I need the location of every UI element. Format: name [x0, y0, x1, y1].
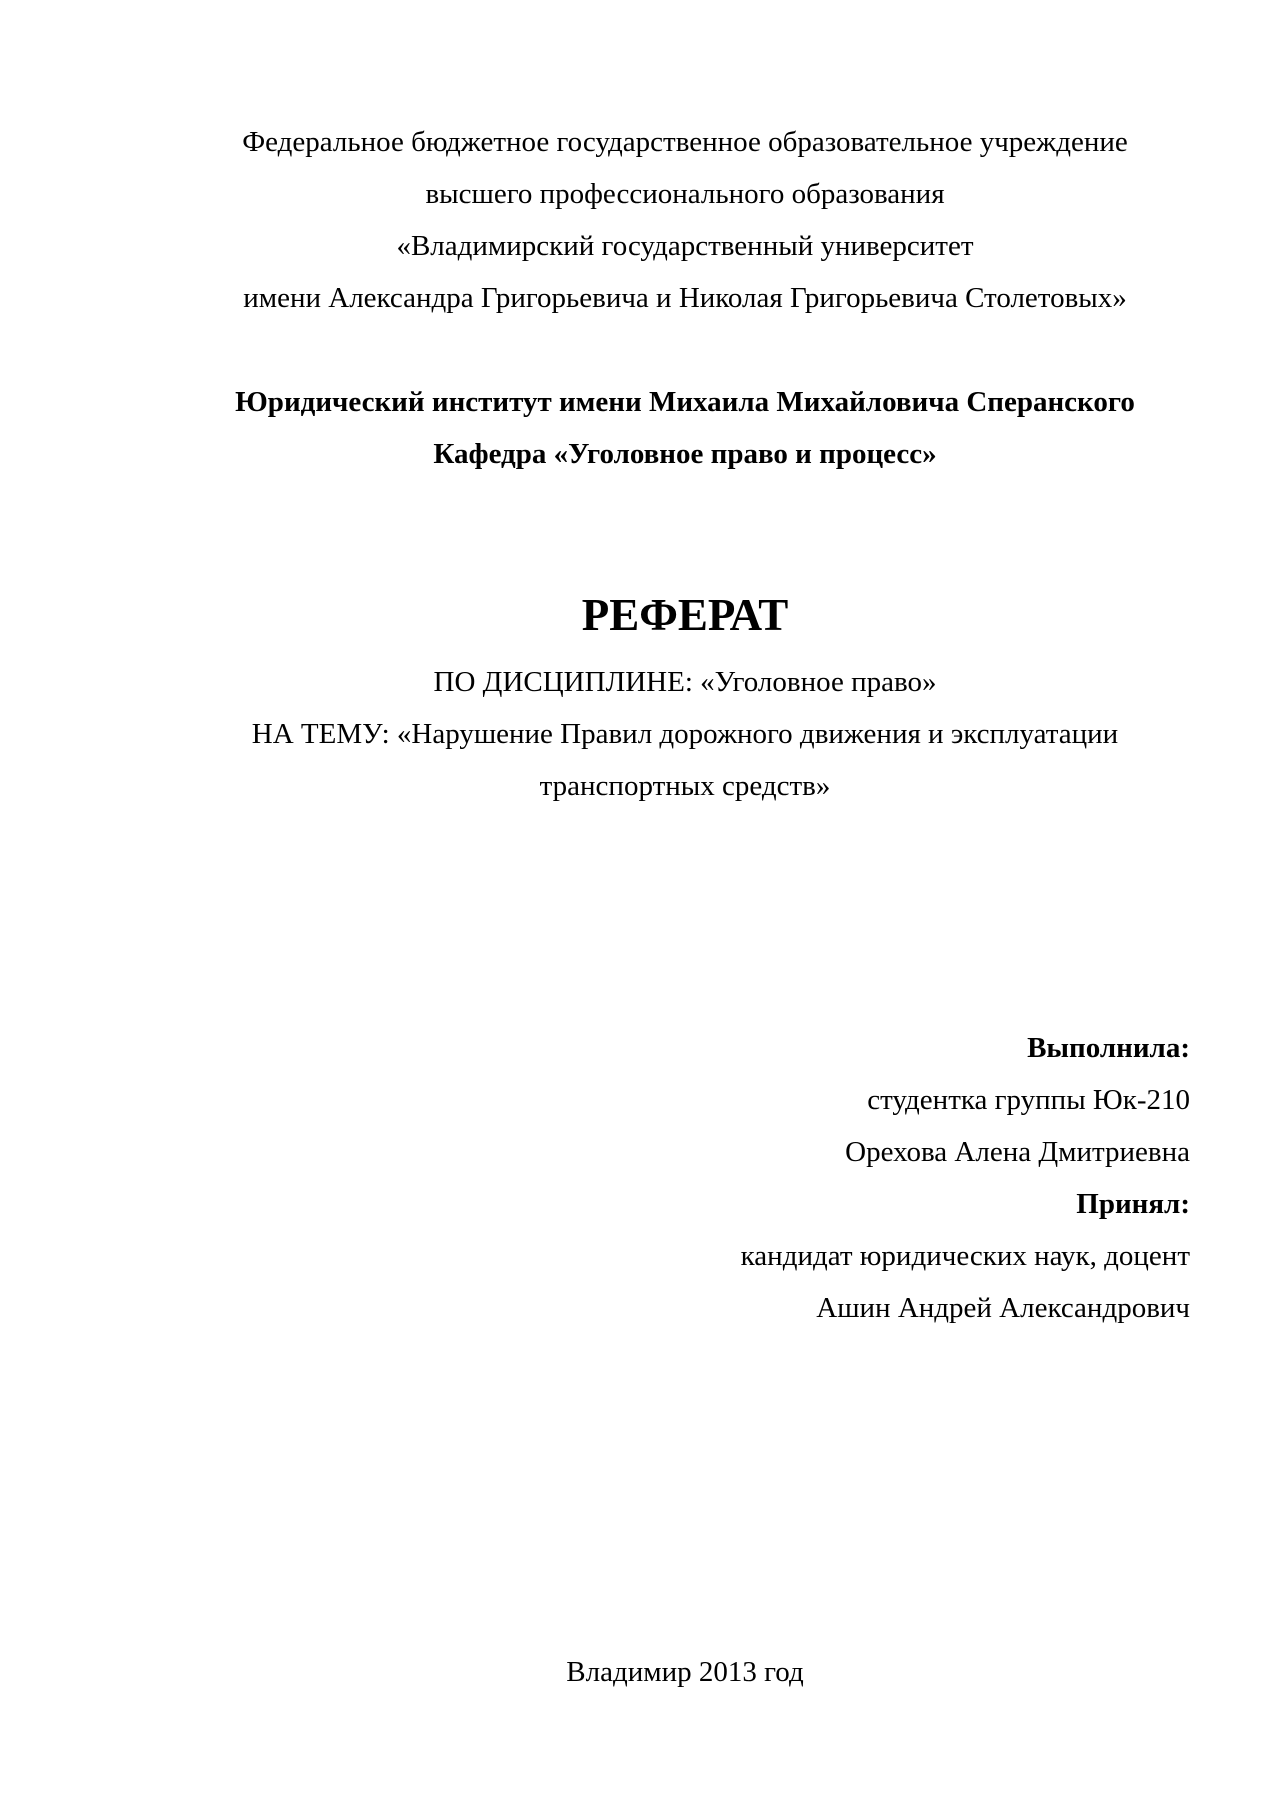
institute-name: Юридический институт имени Михаила Михайловича Сперанского: [235, 386, 1135, 418]
header-line-4: имени Александра Григорьевича и Николая Григорьевича Столетовых»: [243, 282, 1127, 314]
author-label: Выполнила:: [1027, 1032, 1190, 1064]
topic-line-1: НА ТЕМУ: «Нарушение Правил дорожного движения и эксплуатации: [251, 718, 1119, 750]
header-line-1: Федеральное бюджетное государственное образовательное учреждение: [242, 126, 1128, 158]
author-group: студентка группы Юк-210: [867, 1084, 1190, 1116]
city-year: Владимир 2013 год: [566, 1656, 804, 1688]
reviewer-name: Ашин Андрей Александрович: [816, 1292, 1190, 1324]
header-line-2: высшего профессионального образования: [425, 178, 945, 210]
topic-line-2: транспортных средств»: [539, 770, 831, 802]
header-line-3: «Владимирский государственный университет: [396, 230, 974, 262]
department-name: Кафедра «Уголовное право и процесс»: [433, 438, 937, 470]
discipline-line: ПО ДИСЦИПЛИНЕ: «Уголовное право»: [433, 666, 937, 698]
author-name: Орехова Алена Дмитриевна: [845, 1136, 1190, 1168]
document-title: РЕФЕРАТ: [581, 590, 789, 640]
reviewer-label: Принял:: [1076, 1188, 1190, 1220]
reviewer-title: кандидат юридических наук, доцент: [740, 1240, 1190, 1272]
